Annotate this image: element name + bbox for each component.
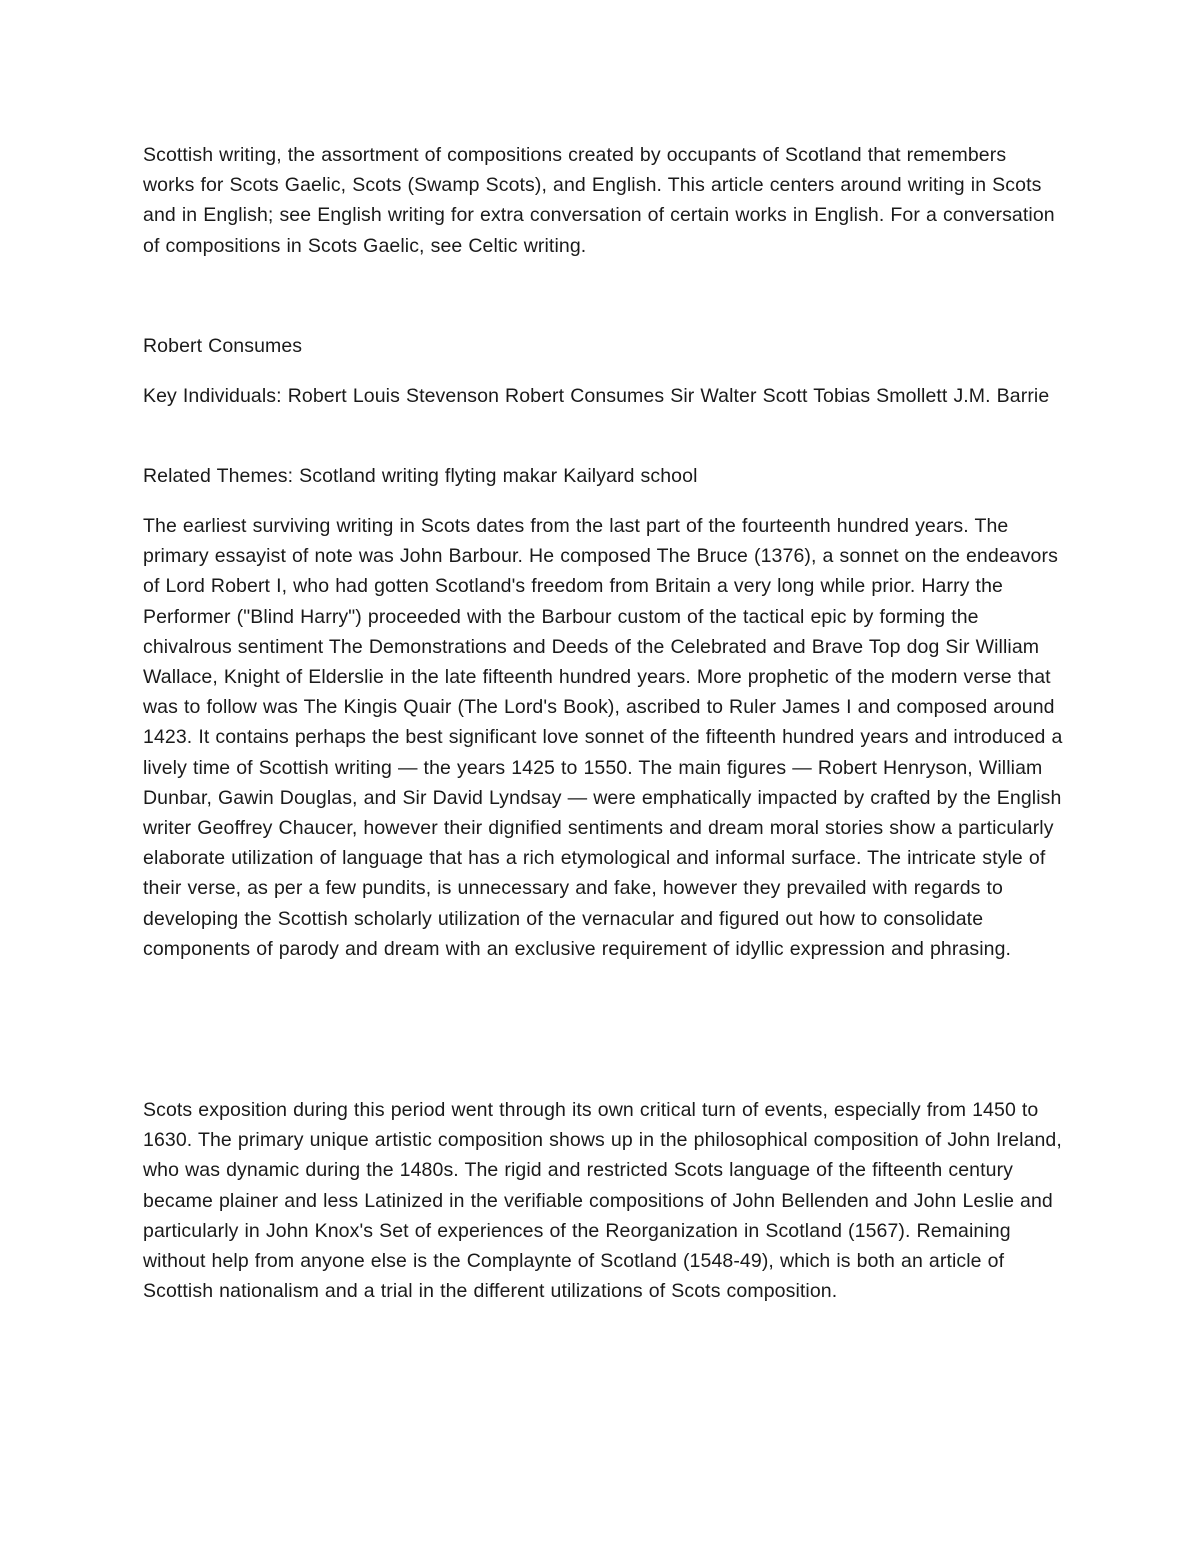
section-heading: Robert Consumes [143, 335, 303, 357]
scots-exposition-paragraph: Scots exposition during this period went through its own critical turn of events, especially from 1450 to 1630. The primary unique artistic composition shows up in the philosophical composition of John Ireland, who was dynamic during the 1480s. The rigid and restricted Scots language of the fifteenth century became plainer and less Latinized in the verifiable compositions of John Bellenden and John Leslie and particularly in John Knox's Set of experiences of the Reorganization in Scotland (1567). Remaining without help from anyone else is the Complaynte of Scotland (1548-49), which is both an article of Scottish nationalism and a trial in the different utilizations of Scots composition. [143, 1099, 1062, 1303]
key-individuals-paragraph: Key Individuals: Robert Louis Stevenson Robert Consumes Sir Walter Scott Tobias Smollett J.M. Barrie [143, 385, 1050, 407]
related-themes-paragraph: Related Themes: Scotland writing flyting makar Kailyard school [143, 465, 698, 487]
intro-paragraph: Scottish writing, the assortment of compositions created by occupants of Scotland that remembers works for Scots Gaelic, Scots (Swamp Scots), and English. This article centers around writing in Scots and in English; see English writing for extra conversation of certain works in English. For a conversation of compositions in Scots Gaelic, see Celtic writing. [143, 144, 1055, 257]
earliest-writing-paragraph: The earliest surviving writing in Scots dates from the last part of the fourteenth hundred years. The primary essayist of note was John Barbour. He composed The Bruce (1376), a sonnet on the endeavors of Lord Robert I, who had gotten Scotland's freedom from Britain a very long while prior. Harry the Performer ("Blind Harry") proceeded with the Barbour custom of the tactical epic by forming the chivalrous sentiment The Demonstrations and Deeds of the Celebrated and Brave Top dog Sir William Wallace, Knight of Elderslie in the late fifteenth hundred years. More prophetic of the modern verse that was to follow was The Kingis Quair (The Lord's Book), ascribed to Ruler James I and composed around 1423. It contains perhaps the best significant love sonnet of the fifteenth hundred years and introduced a lively time of Scottish writing — the years 1425 to 1550. The main figures — Robert Henryson, William Dunbar, Gawin Douglas, and Sir David Lyndsay — were emphatically impacted by crafted by the English writer Geoffrey Chaucer, however their dignified sentiments and dream moral stories show a particularly elaborate utilization of language that has a rich etymological and informal surface. The intricate style of their verse, as per a few pundits, is unnecessary and fake, however they prevailed with regards to developing the Scottish scholarly utilization of the vernacular and figured out how to consolidate components of parody and dream with an exclusive requirement of idyllic expression and phrasing. [143, 515, 1063, 960]
